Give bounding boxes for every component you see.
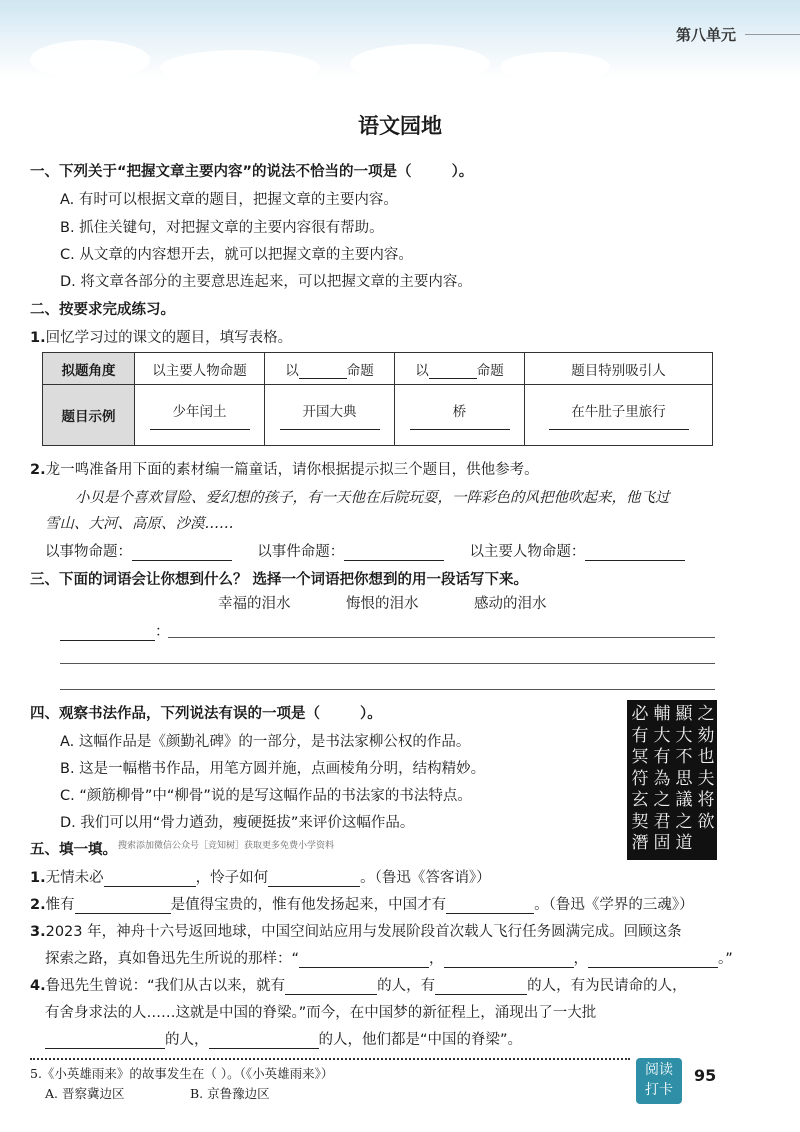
table-cell-angle-3[interactable]: 以 命题 [395,353,525,385]
title-fill-row: 以事物命题： 以事件命题： 以主要人物命题： [45,540,685,561]
calligraphy-col-4: 必 有 冥 符 玄 契 潛 [631,704,649,853]
q5-heading: 五、填一填。 [30,842,117,858]
calligraphy-col-2: 顯 大 不 思 議 之 道 [675,704,693,853]
table-cell-angle-1: 以主要人物命题 [135,353,265,385]
q2-part2: 2.龙一鸣准备用下面的素材编一篇童话，请你根据提示拟三个题目，供他参考。 [30,462,539,478]
table-cell-example-2[interactable]: 开国大典 [265,385,395,446]
event-title-blank[interactable] [344,546,444,561]
table-cell-example-3[interactable]: 桥 [395,385,525,446]
q4-option-c: C. “颜筋柳骨”中“柳骨”说的是写这幅作品的书法家的书法特点。 [60,788,472,804]
q4-option-a: A. 这幅作品是《颜勤礼碑》的一部分，是书法家柳公权的作品。 [60,734,471,750]
watermark-text: 搜索添加微信公众号［竞知树］获取更多免费小学资料 [118,841,335,851]
q1-option-d: D. 将文章各部分的主要意思连起来，可以把握文章的主要内容。 [60,274,472,290]
q1-option-c: C. 从文章的内容想开去，就可以把握文章的主要内容。 [60,247,413,263]
q3-heading: 三、下面的词语会让你想到什么？ 选择一个词语把你想到的用一段话写下来。 [30,572,529,588]
object-title-blank[interactable] [132,546,232,561]
q5-item-2: 2.惟有 是值得宝贵的，惟有他发扬起来，中国才有 。（鲁迅《学界的三魂》） [30,897,694,913]
footer-divider [30,1058,630,1060]
writing-line-1[interactable] [168,636,715,638]
q5-item-3-line-2: 探索之路，真如鲁迅先生所说的那样：“ ， ， 。” [45,951,733,967]
q1-option-b: B. 抓住关键句，对把握文章的主要内容很有帮助。 [60,220,384,236]
unit-label: 第八单元 [675,26,736,44]
footer-option-b: B. 京鲁豫边区 [190,1086,270,1101]
table-head-angle: 拟题角度 [43,353,135,385]
table-cell-angle-4: 题目特别吸引人 [525,353,713,385]
page-title: 语文园地 [358,113,442,138]
footer-question: 5.《小英雄雨来》的故事发生在（ ）。（《小英雄雨来》） [30,1066,334,1081]
calligraphy-col-3: 輔 大 有 為 之 君 固 [653,704,671,853]
story-line-1: 小贝是个喜欢冒险、爱幻想的孩子，有一天他在后院玩耍，一阵彩色的风把他吹起来，他飞过 [75,490,670,506]
calligraphy-col-1: 之 劾 也 夫 将 欲 [697,704,715,832]
q5-item-4-line-3: 的人， 的人，他们都是“中国的脊梁”。 [45,1028,522,1049]
word-regret-tears: 悔恨的泪水 [346,596,419,612]
q5-item-3-line-1: 3.2023 年，神舟十六号返回地球，中国空间站应用与发展阶段首次载人飞行任务圆满完成。回顾这条 [30,924,682,940]
q3-word-choice[interactable]: ： [60,620,170,641]
title-angle-table [42,352,713,446]
q5-item-1: 1.无情未必 ，怜子如何 。（鲁迅《答客诮》） [30,870,491,886]
q2-part1: 1.回忆学习过的课文的题目，填写表格。 [30,330,293,346]
story-line-2: 雪山、大河、高原、沙漠…… [45,516,234,532]
table-cell-example-4[interactable]: 在牛肚子里旅行 [525,385,713,446]
footer-option-a: A. 晋察冀边区 [45,1086,125,1101]
q2-heading: 二、按要求完成练习。 [30,302,175,318]
character-title-blank[interactable] [585,546,685,561]
q4-option-b: B. 这是一幅楷书作品，用笔方圆并施，点画棱角分明，结构精妙。 [60,761,486,777]
q5-item-4-line-2: 有舍身求法的人……这就是中国的脊梁。”而今，在中国梦的新征程上，涌现出了一大批 [45,1005,597,1021]
writing-line-2[interactable] [60,662,715,664]
table-head-example: 题目示例 [43,385,135,446]
q1-option-a: A. 有时可以根据文章的题目，把握文章的主要内容。 [60,192,398,208]
word-happy-tears: 幸福的泪水 [218,596,291,612]
calligraphy-image [627,700,717,860]
unit-divider [745,34,800,35]
table-cell-angle-2[interactable]: 以 命题 [265,353,395,385]
q4-stem: 四、观察书法作品，下列说法有误的一项是（ ）。 [30,706,382,722]
q5-item-4-line-1: 4.鲁迅先生曾说：“我们从古以来，就有 的人，有 的人，有为民请命的人， [30,978,687,994]
table-cell-example-1[interactable]: 少年闰土 [135,385,265,446]
writing-line-3[interactable] [60,688,715,690]
page-number: 95 [694,1066,717,1085]
word-moved-tears: 感动的泪水 [474,596,547,612]
q1-stem: 一、下列关于“把握文章主要内容”的说法不恰当的一项是（ ）。 [30,164,474,180]
q4-option-d: D. 我们可以用“骨力遒劲，瘦硬挺拔”来评价这幅作品。 [60,815,415,831]
reading-checkin-badge[interactable]: 阅读 打卡 [636,1058,682,1104]
